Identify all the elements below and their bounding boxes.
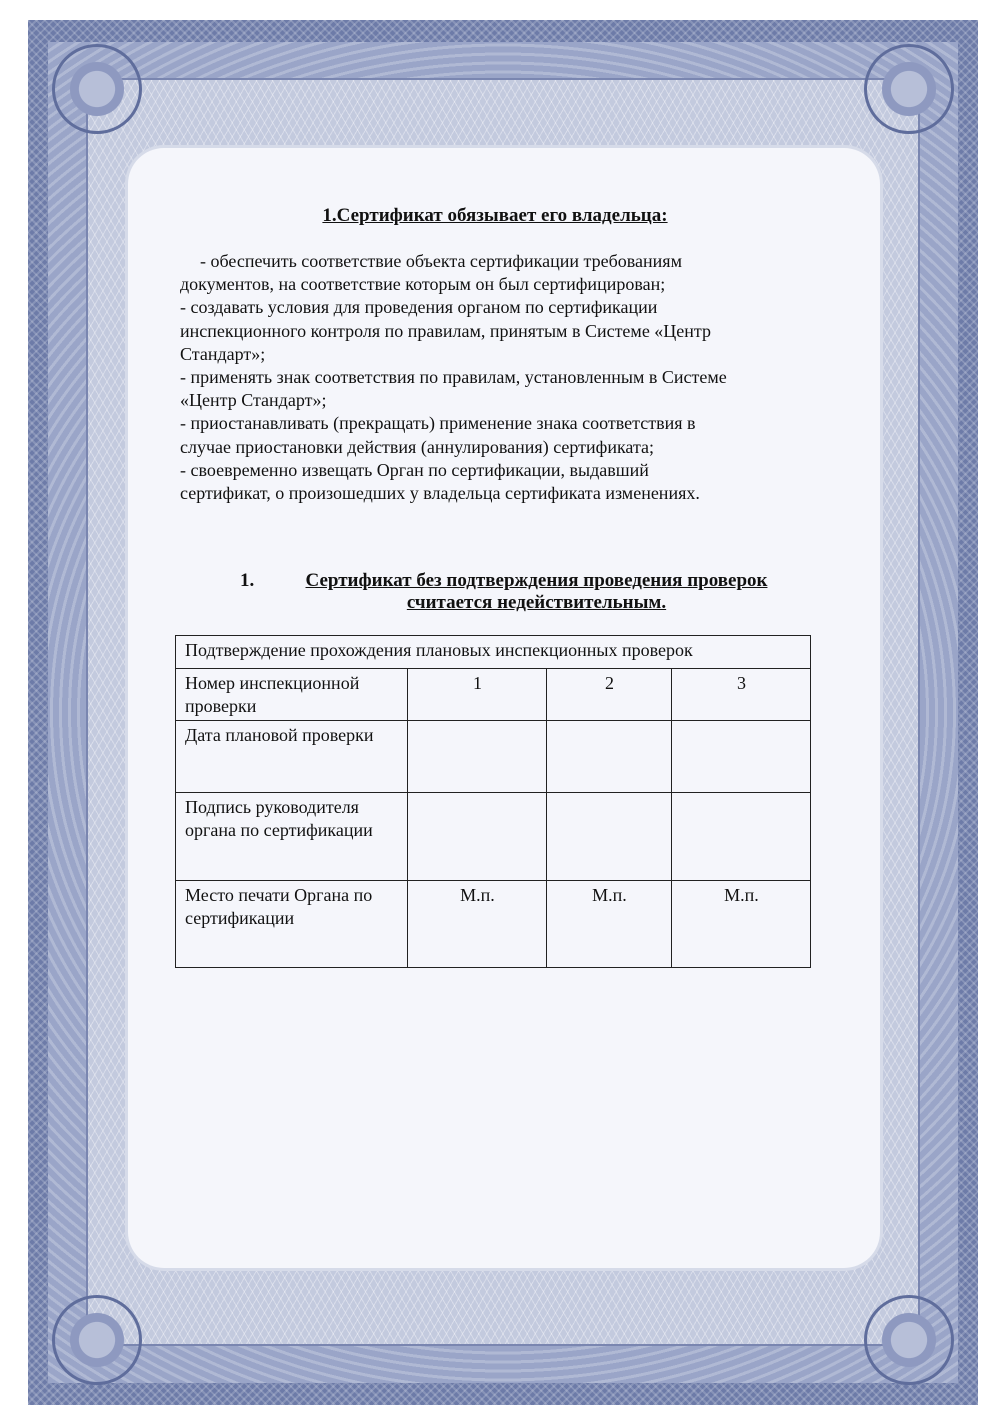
ornament-corner-icon: [864, 44, 954, 134]
obligation-line: - создавать условия для проведения органом по сертификации: [180, 297, 658, 318]
ornament-corner-icon: [864, 1295, 954, 1385]
obligation-line: - приостанавливать (прекращать) применение знака соответствия в: [180, 413, 696, 434]
obligation-line: «Центр Стандарт»;: [180, 390, 327, 411]
signature-cell: [408, 793, 547, 881]
obligation-line: - применять знак соответствия по правилам, установленным в Системе: [180, 367, 727, 388]
warning-number: 1.: [240, 570, 255, 591]
table-header-row: [176, 636, 811, 669]
obligation-line: - своевременно извещать Орган по сертификации, выдавший: [180, 459, 649, 480]
obligation-line: сертификат, о произошедших у владельца сертификата изменениях.: [180, 483, 700, 504]
table-row: [176, 721, 811, 793]
table-row: [176, 669, 811, 721]
signature-cell: [547, 793, 672, 881]
seal-cell: М.п.: [672, 881, 811, 968]
signature-cell: [672, 793, 811, 881]
obligation-line: - обеспечить соответствие объекта сертификации требованиям: [200, 251, 682, 271]
seal-cell: М.п.: [547, 881, 672, 968]
table-row: [176, 793, 811, 881]
obligations-title: 1.Сертификат обязывает его владельца:: [322, 205, 668, 226]
inspection-number-cell: 3: [672, 669, 811, 721]
inspection-number-cell: 1: [408, 669, 547, 721]
ornament-corner-icon: [52, 1295, 142, 1385]
seal-cell: М.п.: [408, 881, 547, 968]
row-label: Место печати Органа по сертификации: [176, 881, 408, 968]
warning-text-line2: считается недействительным.: [406, 592, 667, 613]
row-label: Номер инспекционной проверки: [176, 669, 408, 721]
inspection-number-cell: 2: [547, 669, 672, 721]
date-cell: [547, 721, 672, 793]
obligation-line: случае приостановки действия (аннулирования) сертификата;: [180, 436, 655, 457]
date-cell: [672, 721, 811, 793]
row-label: Подпись руководителя органа по сертификации: [176, 793, 408, 881]
obligation-line: Стандарт»;: [180, 343, 266, 364]
obligation-line: инспекционного контроля по правилам, принятым в Системе «Центр: [180, 320, 712, 341]
table-row: [176, 881, 811, 968]
inspection-table: [175, 635, 811, 968]
validity-warning: [240, 570, 800, 614]
date-cell: [408, 721, 547, 793]
obligations-list: [180, 250, 810, 505]
ornament-corner-icon: [52, 44, 142, 134]
table-header: Подтверждение прохождения плановых инспекционных проверок: [176, 636, 811, 669]
obligation-line: документов, на соответствие которым он был сертифицирован;: [180, 274, 666, 295]
row-label: Дата плановой проверки: [176, 721, 408, 793]
warning-text-line1: Сертификат без подтверждения проведения проверок: [305, 570, 768, 591]
